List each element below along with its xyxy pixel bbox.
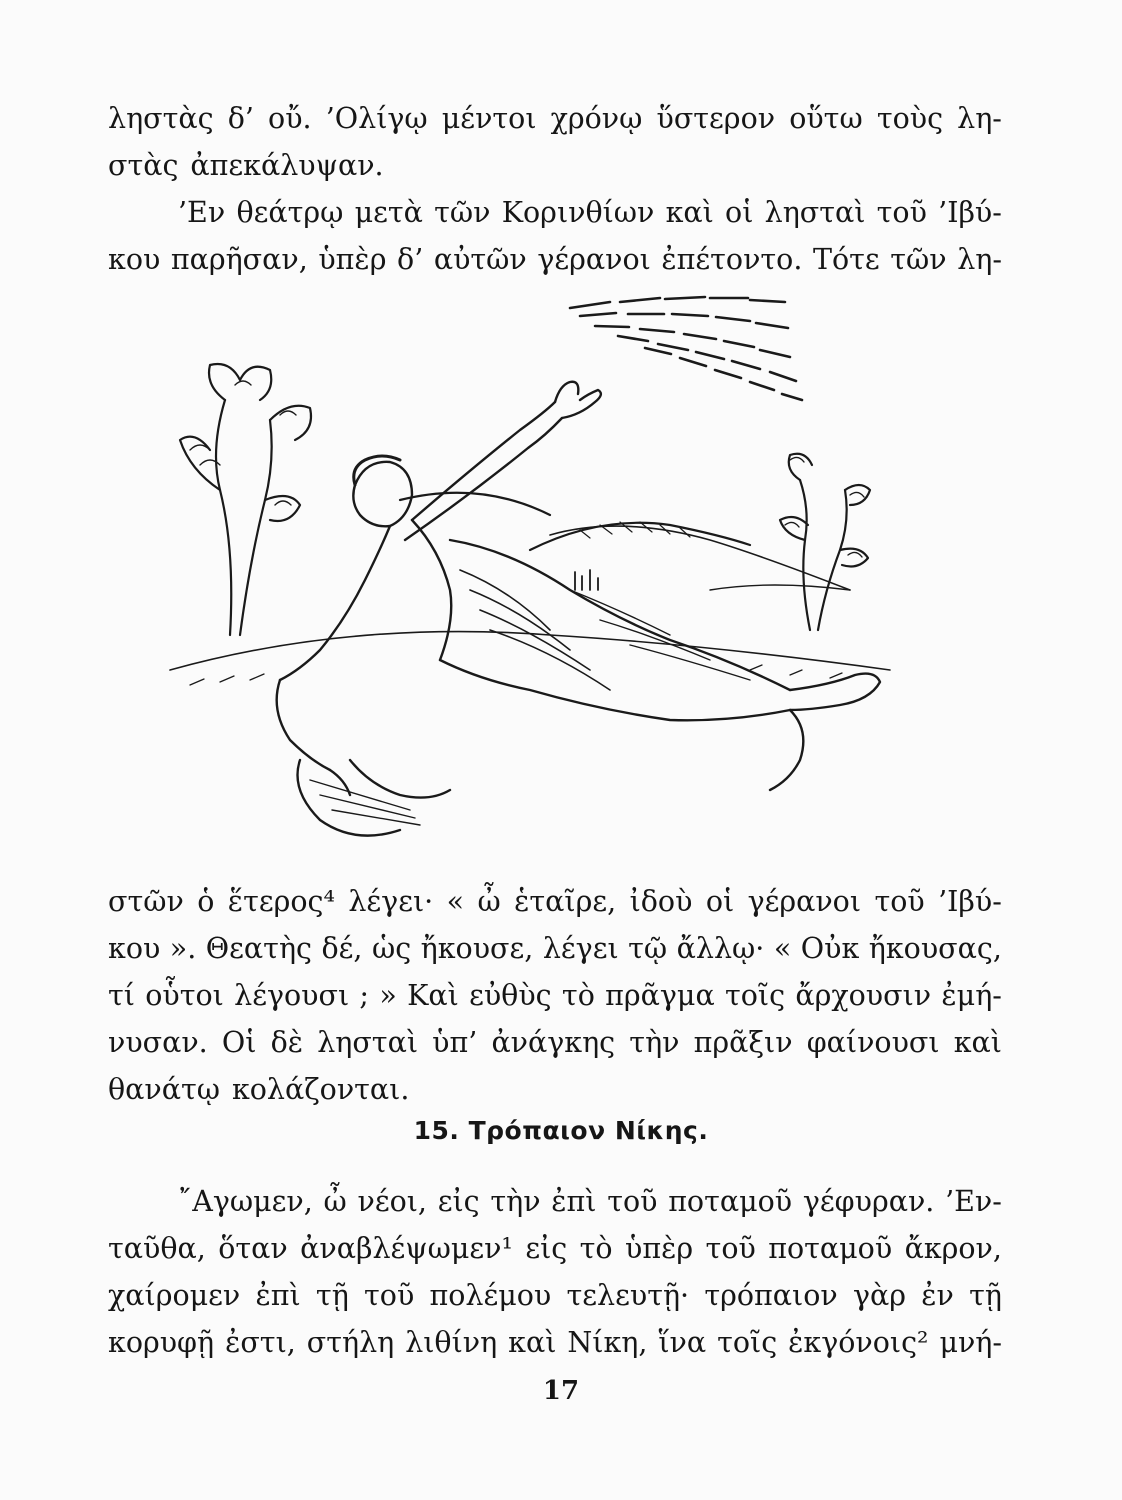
word: χαίρομεν xyxy=(108,1279,241,1312)
word: οὕτω xyxy=(789,102,863,135)
word: ’Εν xyxy=(178,196,226,229)
word: ’Ολίγῳ xyxy=(325,102,428,135)
word: τοῦ xyxy=(876,196,927,229)
word: τί xyxy=(108,979,135,1012)
word: « xyxy=(446,885,465,918)
word: κορυφῇ xyxy=(108,1326,215,1359)
word: δ’ xyxy=(397,243,424,276)
word: Οὐκ xyxy=(800,932,860,965)
word: λη- xyxy=(957,243,1002,276)
word: λέγει· xyxy=(348,885,434,918)
word: ἐστι, xyxy=(225,1326,296,1359)
word: τοῦ xyxy=(364,1279,415,1312)
word: πολέμου xyxy=(429,1279,552,1312)
word: κου xyxy=(108,932,161,965)
word: ἀναβλέψωμεν¹ xyxy=(300,1232,513,1265)
word: τῇ xyxy=(969,1279,1002,1312)
word: τῶν xyxy=(890,243,947,276)
reclining-figure xyxy=(277,382,880,836)
word: Θεατὴς xyxy=(205,932,312,965)
word: τὴν xyxy=(490,1185,541,1218)
word: τοῖς xyxy=(725,979,786,1012)
word: Κορινθίων xyxy=(501,196,655,229)
word: γὰρ xyxy=(852,1279,906,1312)
word: ὁ xyxy=(197,885,215,918)
word: τῷ xyxy=(628,932,668,965)
word: τοῦ xyxy=(705,1232,756,1265)
word: ἵνα xyxy=(658,1326,707,1359)
text-line xyxy=(108,193,1002,233)
word: ἑταῖρε, xyxy=(514,885,617,918)
word: ἀνάγκης xyxy=(491,1026,616,1059)
word: καὶ xyxy=(953,1026,1002,1059)
word: τοῦ xyxy=(874,885,925,918)
word: ποταμοῦ xyxy=(668,1185,793,1218)
word: γέρανοι xyxy=(747,885,862,918)
word: τοὺς xyxy=(876,102,944,135)
word: δ’ xyxy=(227,102,254,135)
word: ἐκγόνοις² xyxy=(788,1326,929,1359)
word: οὗτοι xyxy=(145,979,224,1012)
word: καὶ xyxy=(665,196,714,229)
page-number: 17 xyxy=(542,1376,580,1406)
word: Καὶ xyxy=(407,979,459,1012)
word: ἐν xyxy=(921,1279,954,1312)
word: Νίκη, xyxy=(567,1326,648,1359)
word: ἰδοὺ xyxy=(629,885,693,918)
word: εὐθὺς xyxy=(469,979,552,1012)
word: τῶν xyxy=(434,196,491,229)
word: στῶν xyxy=(108,885,184,918)
word: λέγουσι xyxy=(234,979,350,1012)
word: νέοι, xyxy=(357,1185,427,1218)
text-line xyxy=(108,976,1002,1016)
word: τρόπαιον xyxy=(704,1279,838,1312)
word: ἐπὶ xyxy=(551,1185,597,1218)
word: στὰς xyxy=(108,149,179,182)
word: ». xyxy=(169,932,197,965)
word: καὶ xyxy=(508,1326,557,1359)
word: λη- xyxy=(957,102,1002,135)
text-line xyxy=(108,146,1002,186)
word: οἱ xyxy=(725,196,754,229)
word: ; xyxy=(359,979,370,1012)
word: ἤκουσας, xyxy=(868,932,1002,965)
word: τῇ xyxy=(315,1279,349,1312)
word: μνή- xyxy=(939,1326,1002,1359)
word: ἄρχουσιν xyxy=(795,979,932,1012)
text-line xyxy=(108,1229,1002,1269)
word: ἄλλῳ· xyxy=(676,932,765,965)
word: λησταὶ xyxy=(764,196,866,229)
left-tree xyxy=(180,364,311,635)
word: ποταμοῦ xyxy=(768,1232,893,1265)
word: ὑπ’ xyxy=(432,1026,478,1059)
word: ὑπὲρ xyxy=(318,243,387,276)
word: ὦ xyxy=(323,1185,347,1218)
word: ’Ιβύ- xyxy=(938,196,1002,229)
word: δέ, xyxy=(321,932,363,965)
word: Οἱ xyxy=(221,1026,257,1059)
word: λησταὶ xyxy=(317,1026,418,1059)
text-line xyxy=(108,929,1002,969)
word: χρόνῳ xyxy=(550,102,643,135)
word: τὸ xyxy=(561,979,595,1012)
word: λιθίνη xyxy=(405,1326,498,1359)
word: ταῦθα, xyxy=(108,1232,206,1265)
word: ὡς xyxy=(371,932,412,965)
word: αὐτῶν xyxy=(433,243,527,276)
text-line xyxy=(108,240,1002,280)
text-line xyxy=(108,1323,1002,1363)
cranes-flock xyxy=(570,297,802,400)
word: τελευτῇ· xyxy=(566,1279,690,1312)
word: Τότε xyxy=(812,243,880,276)
reclining-man-with-lyre-and-cranes-icon xyxy=(150,290,910,860)
word: λέγει xyxy=(542,932,619,965)
text-line xyxy=(108,882,1002,922)
word: πρᾶξιν xyxy=(693,1026,793,1059)
word: ὦ xyxy=(477,885,501,918)
word: ἐπέτοντο. xyxy=(661,243,803,276)
text-line xyxy=(108,1023,1002,1063)
word: ὅταν xyxy=(218,1232,288,1265)
word: θεάτρῳ xyxy=(236,196,344,229)
word: φαίνουσι xyxy=(806,1026,940,1059)
word: γέρανοι xyxy=(537,243,651,276)
word: ῎Αγωμεν, xyxy=(178,1185,313,1218)
word: τὴν xyxy=(629,1026,680,1059)
word: δὲ xyxy=(270,1026,304,1059)
word: ληστὰς xyxy=(108,102,214,135)
word: ἤκουσε, xyxy=(420,932,534,965)
word: ὕστερον xyxy=(656,102,776,135)
word: γέφυραν. xyxy=(802,1185,935,1218)
text-line xyxy=(108,1182,1002,1222)
word: κολάζονται. xyxy=(231,1073,410,1106)
word: ἄκρον, xyxy=(904,1232,1002,1265)
word: θανάτῳ xyxy=(108,1073,220,1106)
word: μέντοι xyxy=(441,102,537,135)
word: τὸ xyxy=(579,1232,613,1265)
word: ἕτερος⁴ xyxy=(227,885,335,918)
word: ’Εν- xyxy=(945,1185,1002,1218)
text-line xyxy=(108,1276,1002,1316)
word: παρῆσαν, xyxy=(170,243,308,276)
right-tree xyxy=(780,454,870,630)
word: νυσαν. xyxy=(108,1026,208,1059)
word: ’Ιβύ- xyxy=(938,885,1002,918)
word: εἰς xyxy=(437,1185,480,1218)
word: οἱ xyxy=(705,885,735,918)
text-line xyxy=(108,99,1002,139)
word: ὑπὲρ xyxy=(625,1232,694,1265)
word: τοῖς xyxy=(717,1326,778,1359)
word: « xyxy=(773,932,792,965)
word: εἰς xyxy=(525,1232,568,1265)
word: ἐμή- xyxy=(941,979,1002,1012)
word: κου xyxy=(108,243,161,276)
word: πρᾶγμα xyxy=(605,979,715,1012)
word: ἀπεκάλυψαν. xyxy=(190,149,384,182)
text-line xyxy=(108,1070,1002,1110)
section-heading: 15. Τρόπαιον Νίκης. xyxy=(413,1116,709,1145)
word: ἐπὶ xyxy=(255,1279,301,1312)
word: τοῦ xyxy=(607,1185,658,1218)
word: οὔ. xyxy=(268,102,312,135)
word: στήλη xyxy=(306,1326,395,1359)
word: μετὰ xyxy=(354,196,423,229)
word: » xyxy=(379,979,397,1012)
